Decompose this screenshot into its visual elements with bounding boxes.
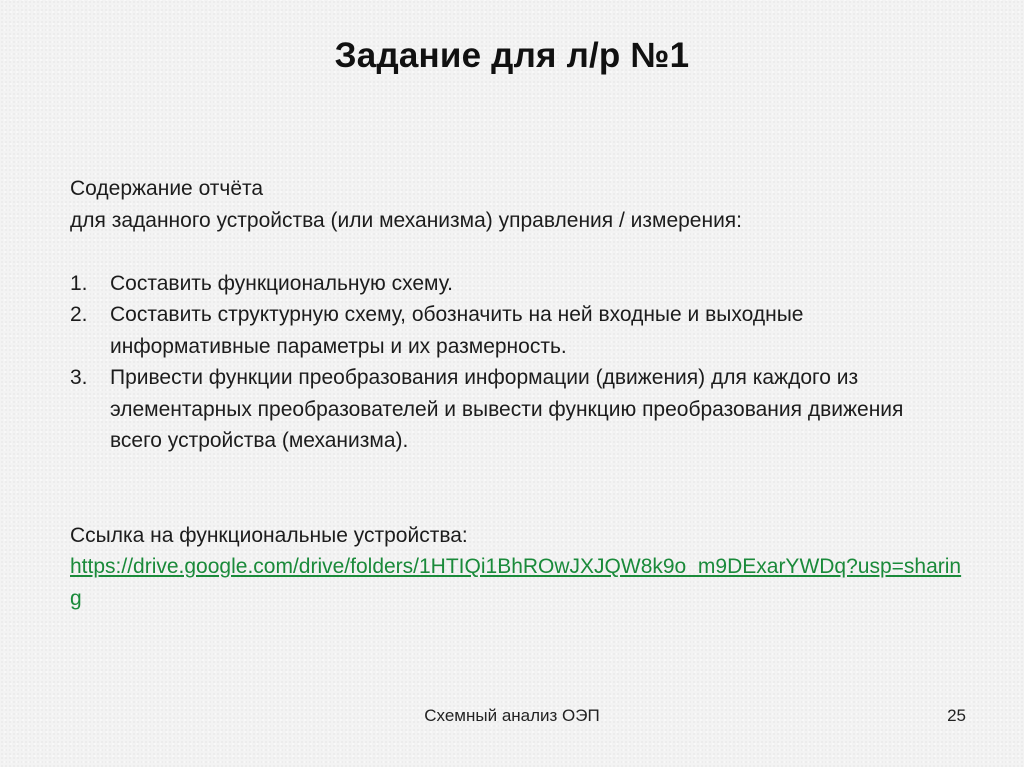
- footer-course-name: Схемный анализ ОЭП: [424, 706, 600, 725]
- list-item: [70, 362, 970, 457]
- list-item: [70, 268, 970, 300]
- slide-title: Задание для л/р №1: [334, 36, 690, 75]
- report-contents-subheading: для заданного устройства (или механизма) управления / измерения:: [70, 208, 743, 232]
- list-item-text: Привести функции преобразования информации (движения) для каждого из элементарных преобразователей и вывести функцию преобразования движения всего устройства (механизма).: [110, 366, 904, 452]
- list-item-number: 2.: [70, 303, 88, 326]
- list-item-text: Составить структурную схему, обозначить на ней входные и выходные информативные параметры и их размерность.: [110, 303, 804, 358]
- task-list: [70, 268, 970, 457]
- report-contents-heading: Содержание отчёта: [70, 177, 264, 200]
- list-item-text: Составить функциональную схему.: [110, 271, 453, 295]
- spacer: [70, 236, 970, 268]
- page-number: 25: [947, 706, 966, 725]
- list-item-number: 3.: [70, 366, 88, 389]
- link-label: Ссылка на функциональные устройства:: [70, 523, 468, 547]
- slide-content: [70, 173, 970, 614]
- list-item: [70, 299, 970, 362]
- drive-folder-link[interactable]: https://drive.google.com/drive/folders/1HTIQi1BhROwJXJQW8k9o_m9DExarYWDq?usp=sharing: [70, 555, 962, 610]
- list-item-number: 1.: [70, 271, 88, 295]
- spacer: [70, 457, 970, 520]
